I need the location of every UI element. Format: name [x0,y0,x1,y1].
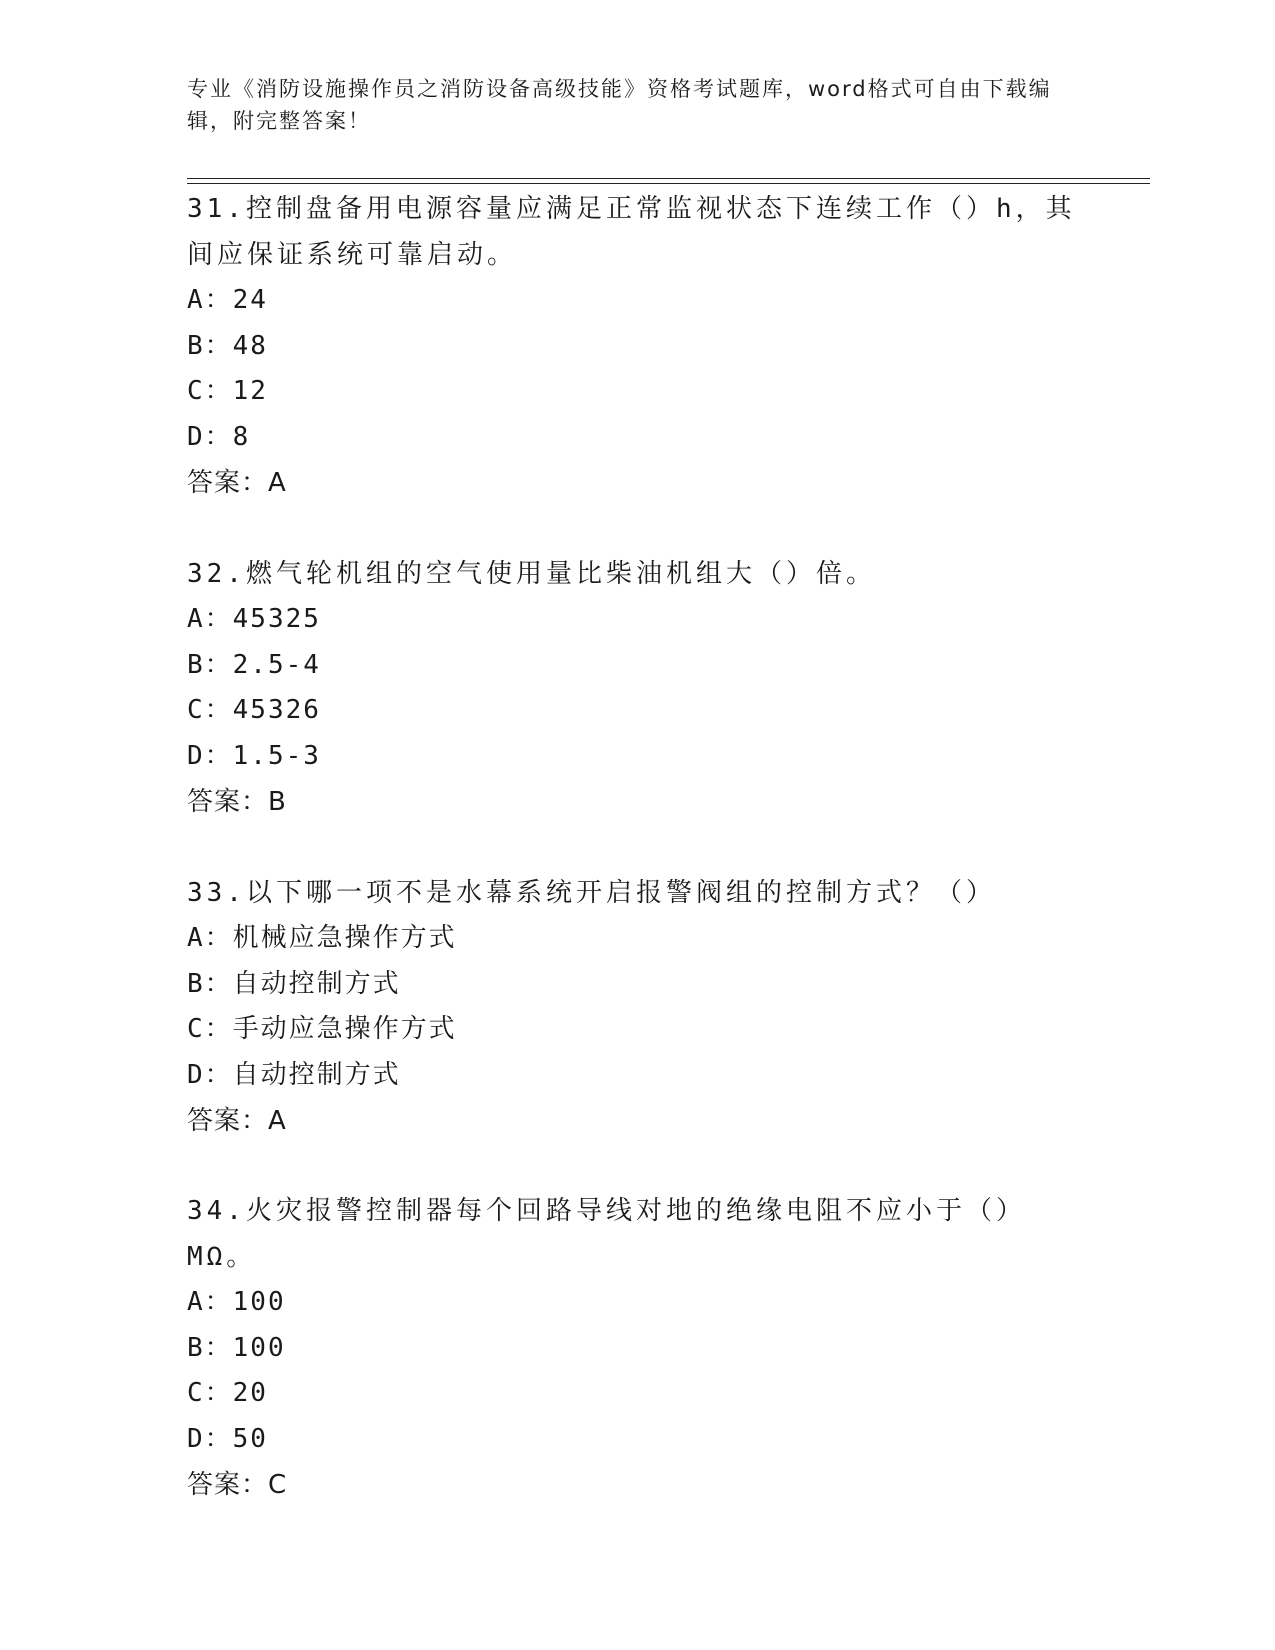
option-b: B：2.5-4 [187,649,321,680]
question-34 [187,1188,1087,1508]
header-divider-top [187,178,1150,179]
option-a: A：24 [187,285,268,315]
question-32 [187,551,1087,825]
question-33 [187,870,1087,1144]
option-c: C：20 [187,1378,268,1408]
option-a: A：机械应急操作方式 [187,923,457,953]
option-a: A：100 [187,1287,286,1317]
option-d: D：1.5-3 [187,740,321,771]
option-b: B：100 [187,1332,286,1363]
option-b: B：48 [187,330,268,361]
option-d: D：8 [187,421,251,452]
answer-label: 答案：A [187,468,287,498]
option-c: C：手动应急操作方式 [187,1014,457,1044]
option-c: C：12 [187,376,268,406]
answer-label: 答案：A [187,1106,287,1136]
question-31 [187,186,1087,506]
header-divider-bottom [187,183,1150,184]
question-stem: 33.以下哪一项不是水幕系统开启报警阀组的控制方式？（） [187,878,996,908]
answer-label: 答案：B [187,787,287,817]
option-c: C：45326 [187,695,321,725]
document-header: 专业《消防设施操作员之消防设备高级技能》资格考试题库，word格式可自由下载编辑，附完整答案！ [187,77,1052,133]
question-stem: 31.控制盘备用电源容量应满足正常监视状态下连续工作（）h，其间应保证系统可靠启动。 [187,194,1076,270]
question-stem: 32.燃气轮机组的空气使用量比柴油机组大（）倍。 [187,559,876,589]
option-d: D：50 [187,1423,268,1454]
option-d: D：自动控制方式 [187,1059,401,1090]
option-b: B：自动控制方式 [187,968,401,999]
question-stem: 34.火灾报警控制器每个回路导线对地的绝缘电阻不应小于（）MΩ。 [187,1196,1026,1272]
answer-label: 答案：C [187,1470,288,1500]
option-a: A：45325 [187,604,321,634]
